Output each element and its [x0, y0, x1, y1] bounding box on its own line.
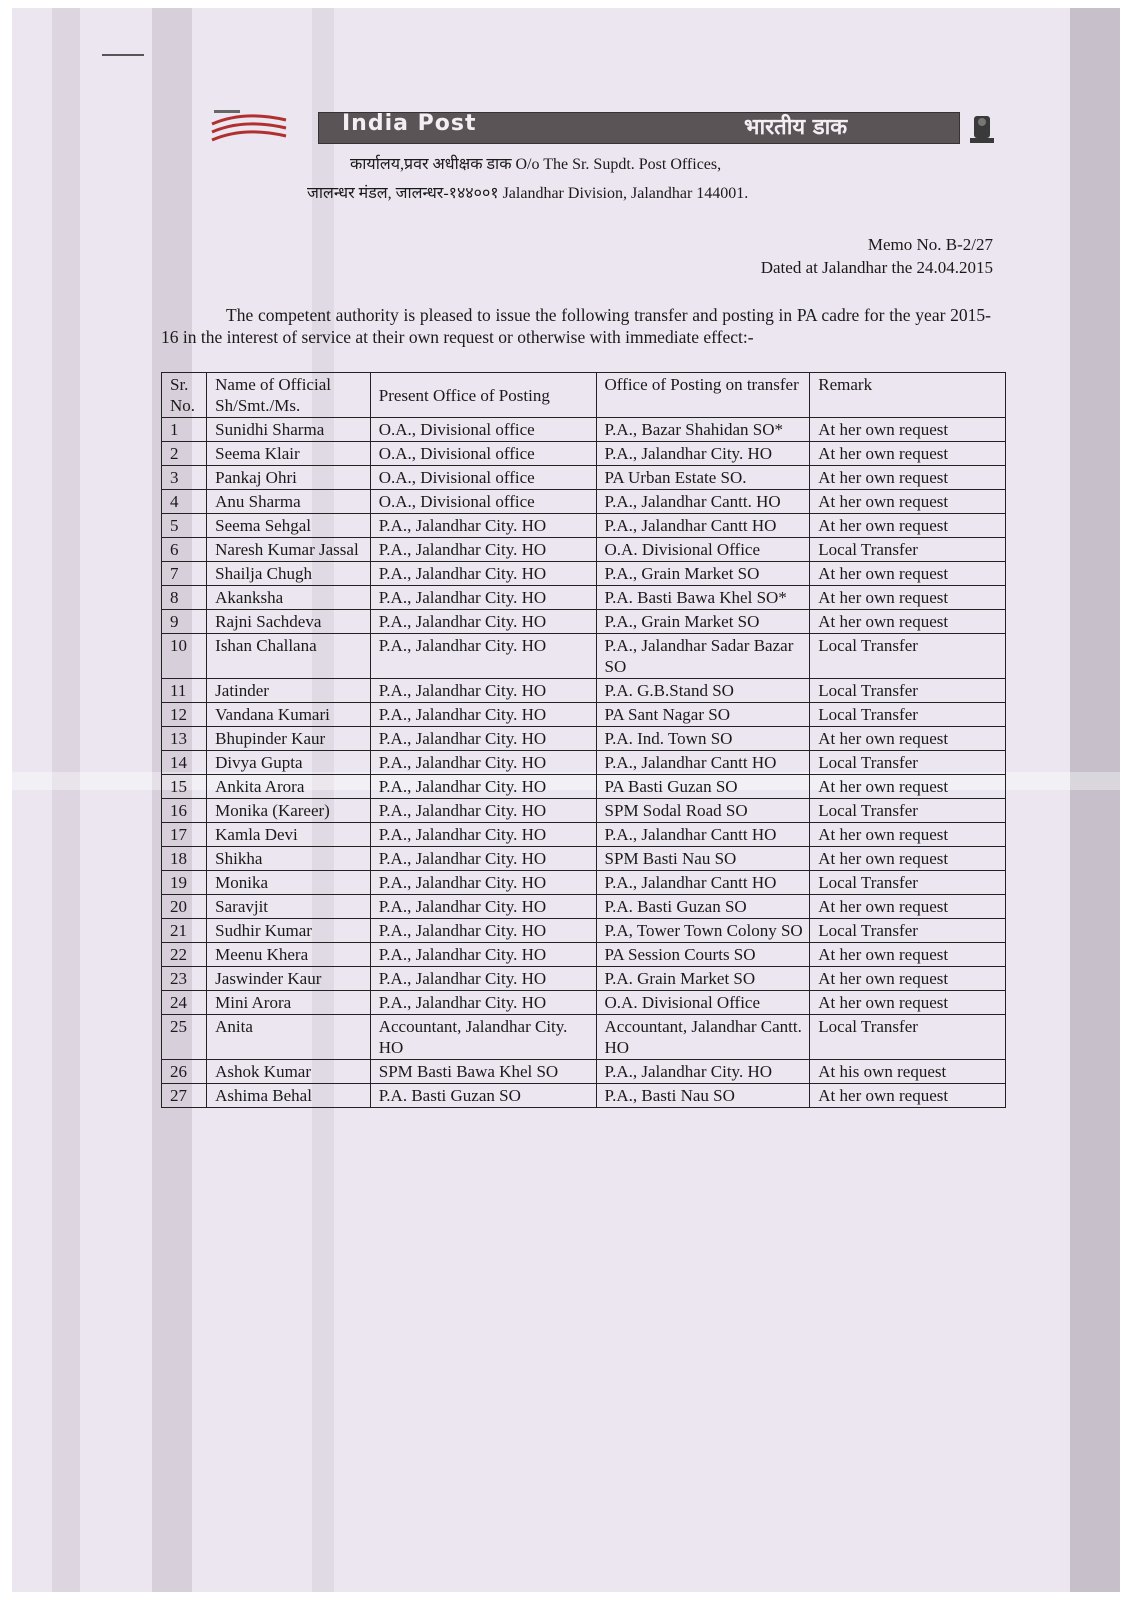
- cell-present-office: P.A. Basti Guzan SO: [370, 1084, 596, 1108]
- intro-paragraph: [161, 304, 991, 348]
- cell-present-office: P.A., Jalandhar City. HO: [370, 562, 596, 586]
- india-post-logo-icon: [204, 106, 294, 154]
- cell-name: Pankaj Ohri: [207, 466, 371, 490]
- cell-present-office: P.A., Jalandhar City. HO: [370, 919, 596, 943]
- memo-number: Memo No. B-2/27: [867, 235, 993, 254]
- cell-name: Sunidhi Sharma: [207, 418, 371, 442]
- cell-new-office: PA Urban Estate SO.: [596, 466, 810, 490]
- table-row: [162, 634, 1006, 679]
- cell-new-office: PA Sant Nagar SO: [596, 703, 810, 727]
- cell-sr-no: 2: [162, 442, 207, 466]
- cell-new-office: P.A., Jalandhar Sadar Bazar SO: [596, 634, 810, 679]
- cell-name: Shailja Chugh: [207, 562, 371, 586]
- cell-present-office: P.A., Jalandhar City. HO: [370, 514, 596, 538]
- cell-name: Divya Gupta: [207, 751, 371, 775]
- pen-mark: [102, 54, 144, 56]
- cell-name: Kamla Devi: [207, 823, 371, 847]
- table-row: [162, 919, 1006, 943]
- cell-sr-no: 17: [162, 823, 207, 847]
- cell-new-office: SPM Sodal Road SO: [596, 799, 810, 823]
- header-present-office: Present Office of Posting: [370, 373, 596, 418]
- cell-sr-no: 15: [162, 775, 207, 799]
- cell-new-office: P.A. Ind. Town SO: [596, 727, 810, 751]
- cell-remark: Local Transfer: [810, 538, 1006, 562]
- cell-present-office: P.A., Jalandhar City. HO: [370, 538, 596, 562]
- cell-sr-no: 9: [162, 610, 207, 634]
- cell-new-office: PA Basti Guzan SO: [596, 775, 810, 799]
- cell-new-office: P.A., Jalandhar Cantt HO: [596, 823, 810, 847]
- cell-present-office: P.A., Jalandhar City. HO: [370, 634, 596, 679]
- cell-remark: At her own request: [810, 1084, 1006, 1108]
- cell-remark: At her own request: [810, 775, 1006, 799]
- table-row: [162, 823, 1006, 847]
- cell-remark: Local Transfer: [810, 634, 1006, 679]
- cell-new-office: P.A. Grain Market SO: [596, 967, 810, 991]
- table-row: [162, 442, 1006, 466]
- cell-name: Mini Arora: [207, 991, 371, 1015]
- table-row: [162, 895, 1006, 919]
- table-row: [162, 727, 1006, 751]
- cell-remark: At her own request: [810, 490, 1006, 514]
- table-row: [162, 703, 1006, 727]
- table-row: [162, 775, 1006, 799]
- cell-name: Anu Sharma: [207, 490, 371, 514]
- cell-remark: Local Transfer: [810, 871, 1006, 895]
- cell-present-office: P.A., Jalandhar City. HO: [370, 703, 596, 727]
- cell-remark: Local Transfer: [810, 1015, 1006, 1060]
- cell-new-office: P.A., Jalandhar Cantt HO: [596, 514, 810, 538]
- cell-remark: At her own request: [810, 442, 1006, 466]
- cell-name: Monika (Kareer): [207, 799, 371, 823]
- cell-present-office: O.A., Divisional office: [370, 490, 596, 514]
- header-remark: Remark: [810, 373, 1006, 418]
- memo-date: Dated at Jalandhar the 24.04.2015: [760, 258, 993, 277]
- cell-sr-no: 27: [162, 1084, 207, 1108]
- office-address-line-1: कार्यालय,प्रवर अधीक्षक डाक O/o The Sr. Supdt. Post Offices,: [350, 156, 722, 173]
- cell-remark: At her own request: [810, 562, 1006, 586]
- cell-new-office: P.A., Grain Market SO: [596, 610, 810, 634]
- cell-name: Meenu Khera: [207, 943, 371, 967]
- cell-present-office: P.A., Jalandhar City. HO: [370, 967, 596, 991]
- cell-new-office: P.A. G.B.Stand SO: [596, 679, 810, 703]
- cell-present-office: P.A., Jalandhar City. HO: [370, 895, 596, 919]
- table-row: [162, 943, 1006, 967]
- cell-sr-no: 22: [162, 943, 207, 967]
- cell-sr-no: 23: [162, 967, 207, 991]
- cell-name: Seema Sehgal: [207, 514, 371, 538]
- cell-present-office: Accountant, Jalandhar City. HO: [370, 1015, 596, 1060]
- cell-present-office: P.A., Jalandhar City. HO: [370, 775, 596, 799]
- cell-name: Ashima Behal: [207, 1084, 371, 1108]
- cell-present-office: P.A., Jalandhar City. HO: [370, 871, 596, 895]
- cell-new-office: SPM Basti Nau SO: [596, 847, 810, 871]
- intro-text: The competent authority is pleased to issue the following transfer and posting in PA cadre for the year 2015-16 in the interest of service at their own request or otherwise with immediate effect:-: [161, 305, 991, 347]
- table-row: [162, 679, 1006, 703]
- cell-new-office: PA Session Courts SO: [596, 943, 810, 967]
- cell-present-office: P.A., Jalandhar City. HO: [370, 823, 596, 847]
- cell-new-office: P.A., Bazar Shahidan SO*: [596, 418, 810, 442]
- table-row: [162, 562, 1006, 586]
- table-row: [162, 1015, 1006, 1060]
- table-row: [162, 610, 1006, 634]
- cell-sr-no: 12: [162, 703, 207, 727]
- cell-sr-no: 21: [162, 919, 207, 943]
- header-new-office: Office of Posting on transfer: [596, 373, 810, 418]
- cell-sr-no: 1: [162, 418, 207, 442]
- table-row: [162, 1084, 1006, 1108]
- header-sr-no: Sr. No.: [162, 373, 207, 418]
- table-row: [162, 538, 1006, 562]
- office-address-line-2: जालन्धर मंडल, जालन्धर-१४४००१ Jalandhar Division, Jalandhar 144001.: [307, 185, 749, 202]
- cell-remark: At her own request: [810, 895, 1006, 919]
- cell-name: Monika: [207, 871, 371, 895]
- scan-shadow: [1070, 8, 1120, 1592]
- cell-sr-no: 8: [162, 586, 207, 610]
- cell-remark: At her own request: [810, 610, 1006, 634]
- cell-remark: At her own request: [810, 823, 1006, 847]
- cell-remark: At her own request: [810, 943, 1006, 967]
- cell-present-office: P.A., Jalandhar City. HO: [370, 751, 596, 775]
- table-row: [162, 967, 1006, 991]
- table-row: [162, 514, 1006, 538]
- cell-present-office: P.A., Jalandhar City. HO: [370, 727, 596, 751]
- table-row: [162, 991, 1006, 1015]
- cell-name: Shikha: [207, 847, 371, 871]
- cell-sr-no: 20: [162, 895, 207, 919]
- cell-present-office: P.A., Jalandhar City. HO: [370, 991, 596, 1015]
- cell-sr-no: 13: [162, 727, 207, 751]
- cell-present-office: P.A., Jalandhar City. HO: [370, 943, 596, 967]
- scan-shadow: [52, 8, 80, 1592]
- cell-sr-no: 24: [162, 991, 207, 1015]
- cell-new-office: P.A, Tower Town Colony SO: [596, 919, 810, 943]
- cell-new-office: P.A., Grain Market SO: [596, 562, 810, 586]
- cell-name: Seema Klair: [207, 442, 371, 466]
- cell-present-office: P.A., Jalandhar City. HO: [370, 586, 596, 610]
- cell-sr-no: 25: [162, 1015, 207, 1060]
- cell-present-office: P.A., Jalandhar City. HO: [370, 847, 596, 871]
- cell-remark: At her own request: [810, 418, 1006, 442]
- cell-remark: Local Transfer: [810, 751, 1006, 775]
- cell-present-office: O.A., Divisional office: [370, 466, 596, 490]
- cell-present-office: O.A., Divisional office: [370, 418, 596, 442]
- cell-remark: Local Transfer: [810, 679, 1006, 703]
- cell-present-office: P.A., Jalandhar City. HO: [370, 610, 596, 634]
- table-body: [162, 418, 1006, 1108]
- cell-sr-no: 5: [162, 514, 207, 538]
- cell-new-office: O.A. Divisional Office: [596, 538, 810, 562]
- cell-name: Ishan Challana: [207, 634, 371, 679]
- cell-present-office: SPM Basti Bawa Khel SO: [370, 1060, 596, 1084]
- cell-name: Ankita Arora: [207, 775, 371, 799]
- cell-new-office: P.A., Jalandhar Cantt HO: [596, 871, 810, 895]
- cell-remark: Local Transfer: [810, 703, 1006, 727]
- table-row: [162, 1060, 1006, 1084]
- table-row: [162, 466, 1006, 490]
- cell-present-office: P.A., Jalandhar City. HO: [370, 679, 596, 703]
- cell-name: Saravjit: [207, 895, 371, 919]
- brand-hindi: भारतीय डाक: [744, 115, 848, 140]
- cell-name: Jaswinder Kaur: [207, 967, 371, 991]
- cell-name: Akanksha: [207, 586, 371, 610]
- header-name: Name of Official Sh/Smt./Ms.: [207, 373, 371, 418]
- cell-new-office: P.A. Basti Bawa Khel SO*: [596, 586, 810, 610]
- cell-present-office: P.A., Jalandhar City. HO: [370, 799, 596, 823]
- cell-name: Rajni Sachdeva: [207, 610, 371, 634]
- table-row: [162, 871, 1006, 895]
- cell-remark: At her own request: [810, 847, 1006, 871]
- cell-name: Vandana Kumari: [207, 703, 371, 727]
- cell-remark: At her own request: [810, 586, 1006, 610]
- table-row: [162, 490, 1006, 514]
- table-row: [162, 799, 1006, 823]
- transfer-posting-table: [161, 372, 1006, 1108]
- cell-new-office: P.A., Basti Nau SO: [596, 1084, 810, 1108]
- cell-new-office: P.A., Jalandhar Cantt HO: [596, 751, 810, 775]
- cell-new-office: P.A., Jalandhar City. HO: [596, 442, 810, 466]
- cell-new-office: P.A., Jalandhar City. HO: [596, 1060, 810, 1084]
- cell-sr-no: 18: [162, 847, 207, 871]
- cell-new-office: P.A., Jalandhar Cantt. HO: [596, 490, 810, 514]
- cell-sr-no: 16: [162, 799, 207, 823]
- cell-sr-no: 6: [162, 538, 207, 562]
- table-row: [162, 418, 1006, 442]
- cell-sr-no: 11: [162, 679, 207, 703]
- cell-sr-no: 4: [162, 490, 207, 514]
- cell-name: Anita: [207, 1015, 371, 1060]
- cell-remark: At her own request: [810, 514, 1006, 538]
- cell-sr-no: 19: [162, 871, 207, 895]
- cell-sr-no: 26: [162, 1060, 207, 1084]
- cell-new-office: O.A. Divisional Office: [596, 991, 810, 1015]
- cell-sr-no: 14: [162, 751, 207, 775]
- cell-remark: At her own request: [810, 991, 1006, 1015]
- cell-present-office: O.A., Divisional office: [370, 442, 596, 466]
- cell-sr-no: 3: [162, 466, 207, 490]
- national-emblem-icon: [962, 110, 1002, 150]
- cell-remark: At his own request: [810, 1060, 1006, 1084]
- cell-name: Ashok Kumar: [207, 1060, 371, 1084]
- cell-name: Jatinder: [207, 679, 371, 703]
- cell-name: Sudhir Kumar: [207, 919, 371, 943]
- cell-remark: At her own request: [810, 727, 1006, 751]
- cell-name: Bhupinder Kaur: [207, 727, 371, 751]
- cell-new-office: Accountant, Jalandhar Cantt. HO: [596, 1015, 810, 1060]
- cell-remark: Local Transfer: [810, 799, 1006, 823]
- cell-remark: At her own request: [810, 466, 1006, 490]
- table-header-row: [162, 373, 1006, 418]
- cell-name: Naresh Kumar Jassal: [207, 538, 371, 562]
- table-row: [162, 751, 1006, 775]
- cell-new-office: P.A. Basti Guzan SO: [596, 895, 810, 919]
- table-row: [162, 586, 1006, 610]
- cell-remark: Local Transfer: [810, 919, 1006, 943]
- cell-remark: At her own request: [810, 967, 1006, 991]
- brand-english: India Post: [342, 111, 477, 136]
- cell-sr-no: 7: [162, 562, 207, 586]
- table-row: [162, 847, 1006, 871]
- cell-sr-no: 10: [162, 634, 207, 679]
